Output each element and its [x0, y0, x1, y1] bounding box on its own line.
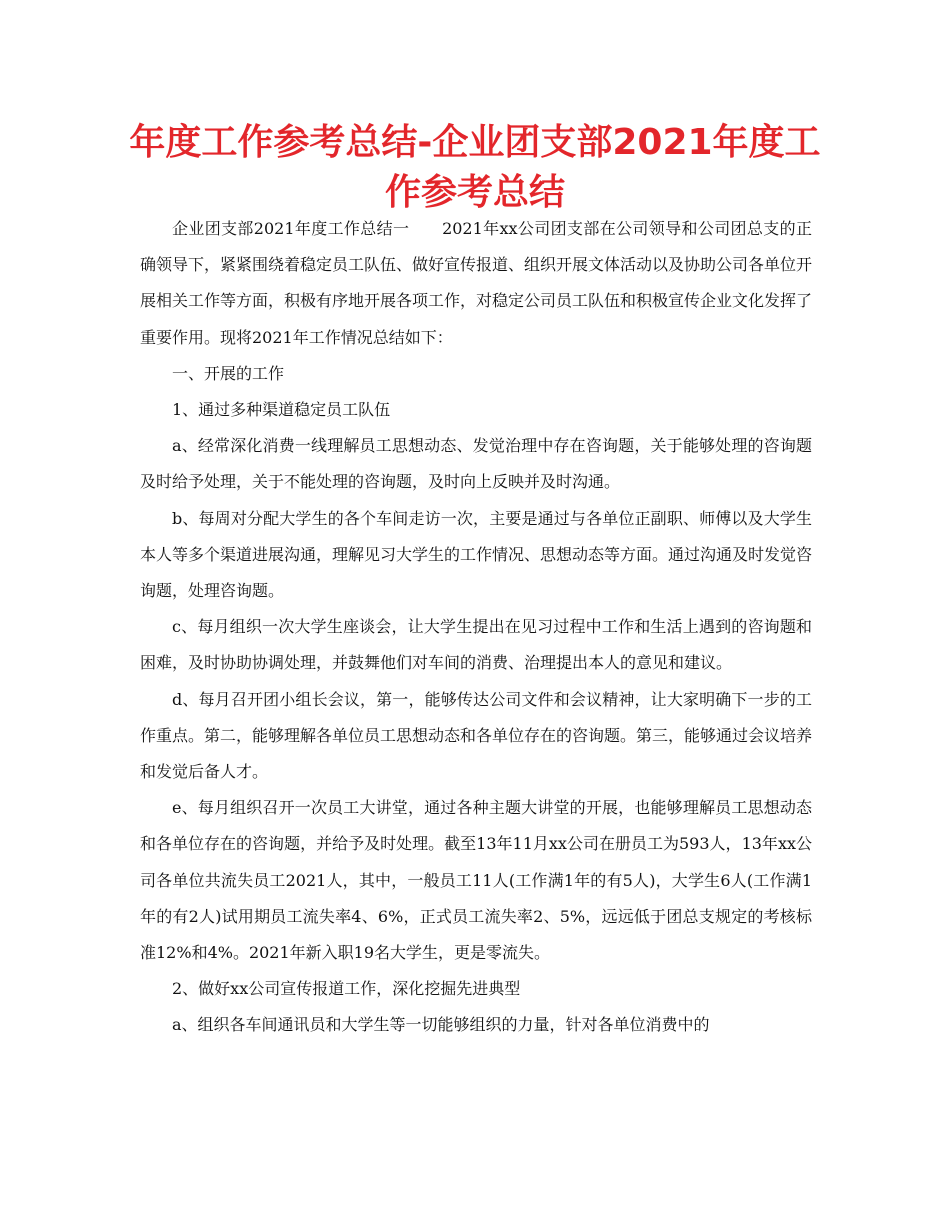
- paragraph: d、每月召开团小组长会议，第一，能够传达公司文件和会议精神，让大家明确下一步的工作重点。第二，能够理解各单位员工思想动态和各单位存在的咨询题。第三，能够通过会议培养和发觉后备人才。: [140, 689, 813, 782]
- section-heading: 一、开展的工作: [172, 363, 285, 383]
- paragraph: c、每月组织一次大学生座谈会，让大学生提出在见习过程中工作和生活上遇到的咨询题和困难，及时协助协调处理，并鼓舞他们对车间的消费、治理提出本人的意见和建议。: [140, 617, 812, 673]
- paragraph: a、经常深化消费一线理解员工思想动态、发觉治理中存在咨询题，关于能够处理的咨询题及时给予处理，关于不能处理的咨询题，及时向上反映并及时沟通。: [140, 436, 812, 492]
- subsection-heading: 2、做好xx公司宣传报道工作，深化挖掘先进典型: [172, 979, 521, 999]
- paragraph: 企业团支部2021年度工作总结一 2021年xx公司团支部在公司领导和公司团总支的正确领导下，紧紧围绕着稳定员工队伍、做好宣传报道、组织开展文体活动以及协助公司各单位开展相关工作等方面，积极有序地开展各项工作，对稳定公司员工队伍和积极宣传企业文化发挥了重要作用。现将2021年工作情况总结如下：: [140, 219, 813, 347]
- subsection-heading: 1、通过多种渠道稳定员工队伍: [172, 400, 391, 420]
- document-title: 年度工作参考总结-企业团支部2021年度工作参考总结: [129, 122, 821, 213]
- paragraph: b、每周对分配大学生的各个车间走访一次，主要是通过与各单位正副职、师傅以及大学生本人等多个渠道进展沟通，理解见习大学生的工作情况、思想动态等方面。通过沟通及时发觉咨询题，处理咨询题。: [140, 508, 813, 601]
- paragraph: a、组织各车间通讯员和大学生等一切能够组织的力量，针对各单位消费中的: [172, 1015, 710, 1035]
- document-body: [140, 211, 812, 1044]
- paragraph: e、每月组织召开一次员工大讲堂，通过各种主题大讲堂的开展，也能够理解员工思想动态和各单位存在的咨询题，并给予及时处理。截至13年11月xx公司在册员工为593人，13年xx公司各单位共流失员工2021人，其中，一般员工11人(工作满1年的有5人)，大学生6人(工作满1年的有2人)试用期员工流失率4、6%，正式员工流失率2、5%，远远低于团总支规定的考核标准12%和4%。2021年新入职19名大学生，更是零流失。: [140, 798, 812, 963]
